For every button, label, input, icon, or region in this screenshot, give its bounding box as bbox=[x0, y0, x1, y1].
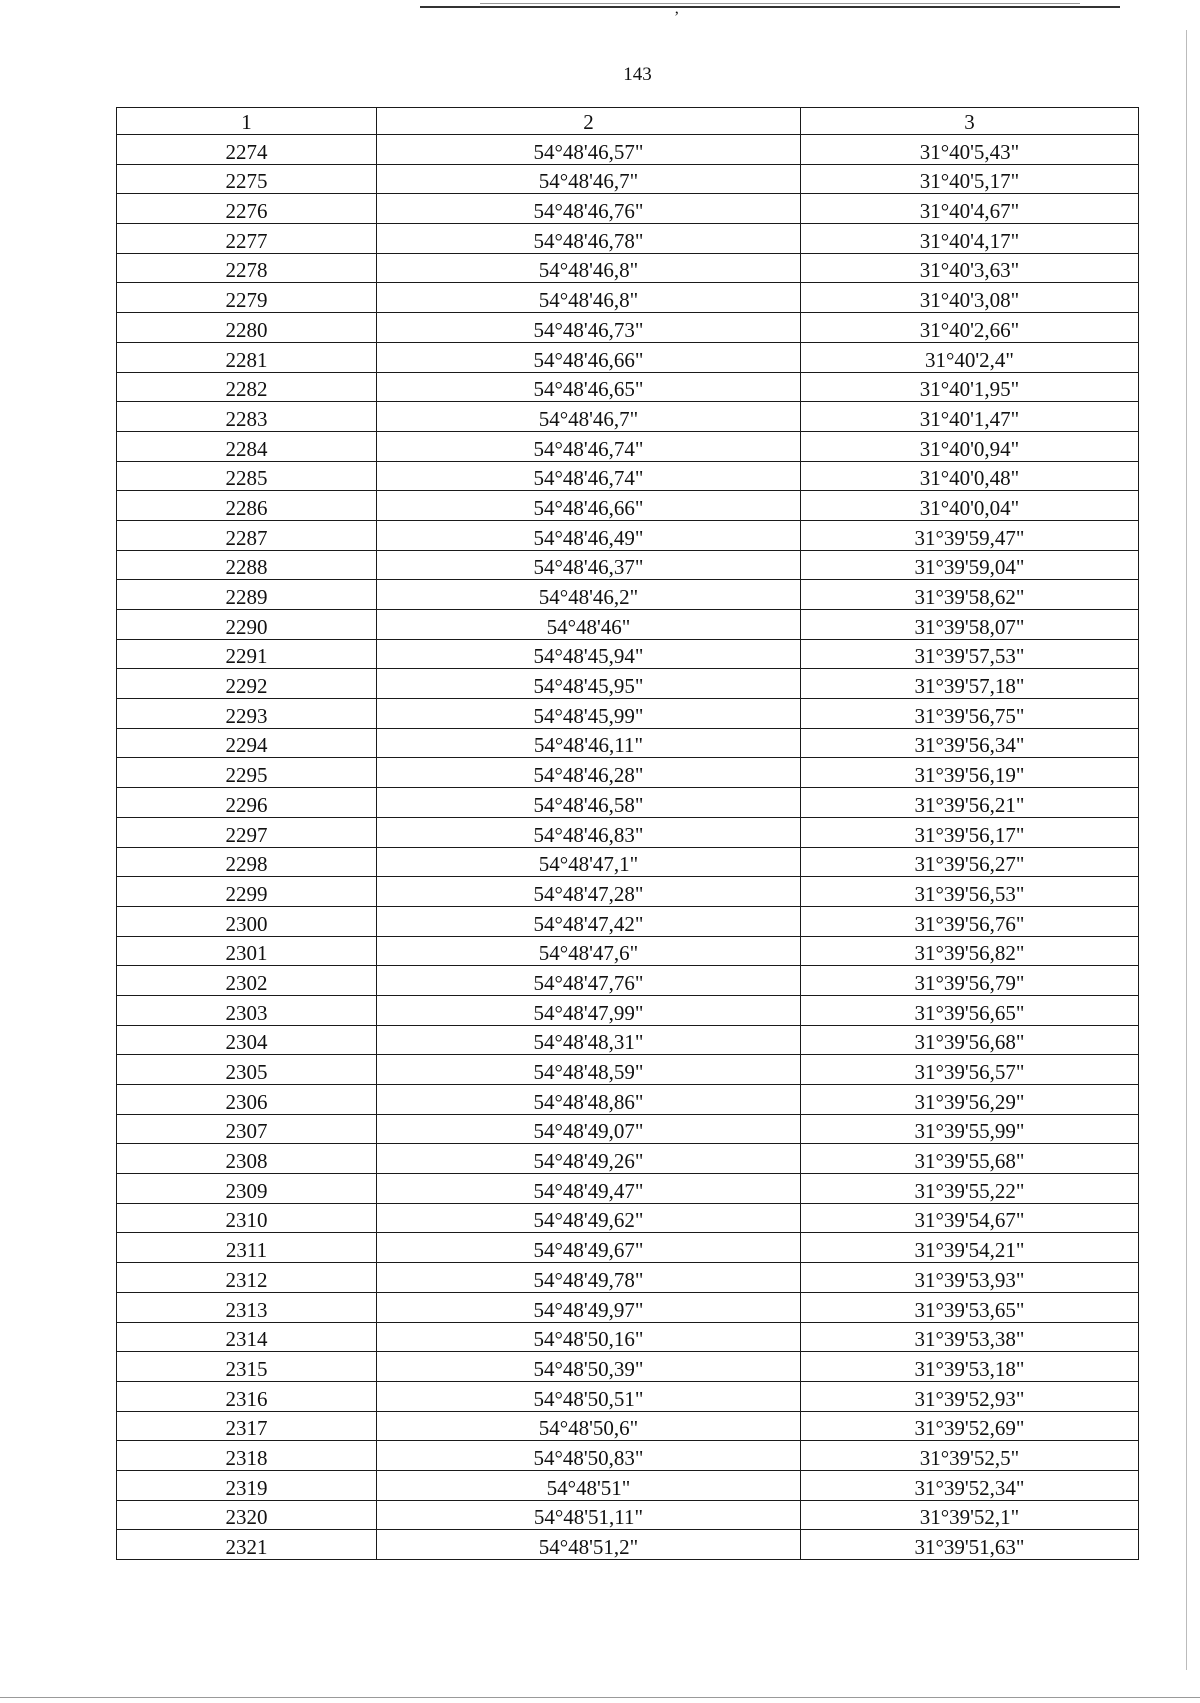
table-row bbox=[117, 580, 1139, 610]
point-number-cell: 2279 bbox=[117, 283, 377, 313]
point-number-cell: 2275 bbox=[117, 164, 377, 194]
point-number-cell: 2299 bbox=[117, 877, 377, 907]
table-row bbox=[117, 1174, 1139, 1204]
table-row bbox=[117, 253, 1139, 283]
longitude-cell: 31°40'2,4" bbox=[801, 342, 1139, 372]
longitude-cell: 31°40'5,43" bbox=[801, 135, 1139, 165]
latitude-cell: 54°48'46,73" bbox=[377, 313, 801, 343]
longitude-cell: 31°39'51,63" bbox=[801, 1530, 1139, 1560]
table-row bbox=[117, 610, 1139, 640]
point-number-cell: 2319 bbox=[117, 1470, 377, 1500]
latitude-cell: 54°48'46,74" bbox=[377, 461, 801, 491]
longitude-cell: 31°39'59,47" bbox=[801, 520, 1139, 550]
table-row bbox=[117, 283, 1139, 313]
latitude-cell: 54°48'47,99" bbox=[377, 995, 801, 1025]
table-row bbox=[117, 1322, 1139, 1352]
latitude-cell: 54°48'47,1" bbox=[377, 847, 801, 877]
scan-artifact-line bbox=[480, 3, 1080, 4]
latitude-cell: 54°48'46,8" bbox=[377, 253, 801, 283]
latitude-cell: 54°48'46,28" bbox=[377, 758, 801, 788]
latitude-cell: 54°48'49,47" bbox=[377, 1174, 801, 1204]
latitude-cell: 54°48'48,59" bbox=[377, 1055, 801, 1085]
latitude-cell: 54°48'49,78" bbox=[377, 1263, 801, 1293]
longitude-cell: 31°39'56,82" bbox=[801, 936, 1139, 966]
table-row bbox=[117, 520, 1139, 550]
longitude-cell: 31°39'56,34" bbox=[801, 728, 1139, 758]
latitude-cell: 54°48'47,28" bbox=[377, 877, 801, 907]
longitude-cell: 31°39'56,53" bbox=[801, 877, 1139, 907]
point-number-cell: 2281 bbox=[117, 342, 377, 372]
table-row bbox=[117, 877, 1139, 907]
table-row bbox=[117, 1500, 1139, 1530]
longitude-cell: 31°40'0,48" bbox=[801, 461, 1139, 491]
longitude-cell: 31°39'56,17" bbox=[801, 817, 1139, 847]
longitude-cell: 31°39'56,65" bbox=[801, 995, 1139, 1025]
point-number-cell: 2284 bbox=[117, 431, 377, 461]
table-row bbox=[117, 788, 1139, 818]
table-row bbox=[117, 936, 1139, 966]
latitude-cell: 54°48'46,37" bbox=[377, 550, 801, 580]
scan-artifact-line bbox=[0, 1697, 1200, 1698]
longitude-cell: 31°39'54,67" bbox=[801, 1203, 1139, 1233]
longitude-cell: 31°39'56,21" bbox=[801, 788, 1139, 818]
latitude-cell: 54°48'48,31" bbox=[377, 1025, 801, 1055]
table-row bbox=[117, 1530, 1139, 1560]
longitude-cell: 31°39'58,62" bbox=[801, 580, 1139, 610]
longitude-cell: 31°39'54,21" bbox=[801, 1233, 1139, 1263]
longitude-cell: 31°39'56,79" bbox=[801, 966, 1139, 996]
longitude-cell: 31°39'53,65" bbox=[801, 1292, 1139, 1322]
point-number-cell: 2276 bbox=[117, 194, 377, 224]
point-number-cell: 2305 bbox=[117, 1055, 377, 1085]
table-row bbox=[117, 135, 1139, 165]
table-row bbox=[117, 847, 1139, 877]
point-number-cell: 2288 bbox=[117, 550, 377, 580]
table-row bbox=[117, 639, 1139, 669]
table-row bbox=[117, 313, 1139, 343]
latitude-cell: 54°48'46,7" bbox=[377, 164, 801, 194]
point-number-cell: 2297 bbox=[117, 817, 377, 847]
point-number-cell: 2292 bbox=[117, 669, 377, 699]
table-row bbox=[117, 431, 1139, 461]
table-row bbox=[117, 461, 1139, 491]
longitude-cell: 31°40'3,63" bbox=[801, 253, 1139, 283]
longitude-cell: 31°39'56,27" bbox=[801, 847, 1139, 877]
point-number-cell: 2301 bbox=[117, 936, 377, 966]
table-body bbox=[117, 135, 1139, 1560]
latitude-cell: 54°48'47,42" bbox=[377, 906, 801, 936]
table-row bbox=[117, 758, 1139, 788]
latitude-cell: 54°48'50,6" bbox=[377, 1411, 801, 1441]
point-number-cell: 2287 bbox=[117, 520, 377, 550]
point-number-cell: 2317 bbox=[117, 1411, 377, 1441]
table-row bbox=[117, 1263, 1139, 1293]
table-row bbox=[117, 1085, 1139, 1115]
latitude-cell: 54°48'47,76" bbox=[377, 966, 801, 996]
table-row bbox=[117, 966, 1139, 996]
table-row bbox=[117, 1055, 1139, 1085]
latitude-cell: 54°48'49,67" bbox=[377, 1233, 801, 1263]
latitude-cell: 54°48'46,11" bbox=[377, 728, 801, 758]
scan-artifact-edge bbox=[1186, 30, 1187, 1670]
point-number-cell: 2300 bbox=[117, 906, 377, 936]
point-number-cell: 2307 bbox=[117, 1114, 377, 1144]
latitude-cell: 54°48'50,16" bbox=[377, 1322, 801, 1352]
column-header-point-number: 1 bbox=[117, 108, 377, 135]
table-row bbox=[117, 995, 1139, 1025]
table-row bbox=[117, 1233, 1139, 1263]
latitude-cell: 54°48'46,78" bbox=[377, 224, 801, 254]
longitude-cell: 31°40'0,04" bbox=[801, 491, 1139, 521]
column-header-latitude: 2 bbox=[377, 108, 801, 135]
point-number-cell: 2311 bbox=[117, 1233, 377, 1263]
table-row bbox=[117, 1441, 1139, 1471]
table-row bbox=[117, 1352, 1139, 1382]
latitude-cell: 54°48'46,8" bbox=[377, 283, 801, 313]
table-row bbox=[117, 550, 1139, 580]
point-number-cell: 2298 bbox=[117, 847, 377, 877]
point-number-cell: 2296 bbox=[117, 788, 377, 818]
longitude-cell: 31°39'56,29" bbox=[801, 1085, 1139, 1115]
table-header-row bbox=[117, 108, 1139, 135]
latitude-cell: 54°48'51,11" bbox=[377, 1500, 801, 1530]
longitude-cell: 31°39'56,76" bbox=[801, 906, 1139, 936]
table-row bbox=[117, 372, 1139, 402]
point-number-cell: 2316 bbox=[117, 1381, 377, 1411]
point-number-cell: 2294 bbox=[117, 728, 377, 758]
latitude-cell: 54°48'47,6" bbox=[377, 936, 801, 966]
table-row bbox=[117, 906, 1139, 936]
table-row bbox=[117, 1114, 1139, 1144]
table-row bbox=[117, 1144, 1139, 1174]
column-header-longitude: 3 bbox=[801, 108, 1139, 135]
point-number-cell: 2306 bbox=[117, 1085, 377, 1115]
latitude-cell: 54°48'46,7" bbox=[377, 402, 801, 432]
table-row bbox=[117, 699, 1139, 729]
latitude-cell: 54°48'46,66" bbox=[377, 491, 801, 521]
point-number-cell: 2278 bbox=[117, 253, 377, 283]
point-number-cell: 2309 bbox=[117, 1174, 377, 1204]
latitude-cell: 54°48'51" bbox=[377, 1470, 801, 1500]
latitude-cell: 54°48'46,66" bbox=[377, 342, 801, 372]
point-number-cell: 2274 bbox=[117, 135, 377, 165]
point-number-cell: 2304 bbox=[117, 1025, 377, 1055]
latitude-cell: 54°48'46,76" bbox=[377, 194, 801, 224]
point-number-cell: 2293 bbox=[117, 699, 377, 729]
latitude-cell: 54°48'49,26" bbox=[377, 1144, 801, 1174]
table-row bbox=[117, 402, 1139, 432]
longitude-cell: 31°39'57,18" bbox=[801, 669, 1139, 699]
longitude-cell: 31°40'4,67" bbox=[801, 194, 1139, 224]
longitude-cell: 31°40'0,94" bbox=[801, 431, 1139, 461]
longitude-cell: 31°39'59,04" bbox=[801, 550, 1139, 580]
point-number-cell: 2318 bbox=[117, 1441, 377, 1471]
longitude-cell: 31°39'55,68" bbox=[801, 1144, 1139, 1174]
longitude-cell: 31°39'56,68" bbox=[801, 1025, 1139, 1055]
point-number-cell: 2313 bbox=[117, 1292, 377, 1322]
point-number-cell: 2277 bbox=[117, 224, 377, 254]
table-row bbox=[117, 491, 1139, 521]
point-number-cell: 2315 bbox=[117, 1352, 377, 1382]
latitude-cell: 54°48'45,95" bbox=[377, 669, 801, 699]
point-number-cell: 2312 bbox=[117, 1263, 377, 1293]
table-row bbox=[117, 1470, 1139, 1500]
point-number-cell: 2308 bbox=[117, 1144, 377, 1174]
point-number-cell: 2290 bbox=[117, 610, 377, 640]
point-number-cell: 2303 bbox=[117, 995, 377, 1025]
point-number-cell: 2289 bbox=[117, 580, 377, 610]
latitude-cell: 54°48'49,62" bbox=[377, 1203, 801, 1233]
latitude-cell: 54°48'48,86" bbox=[377, 1085, 801, 1115]
table-row bbox=[117, 194, 1139, 224]
longitude-cell: 31°39'53,38" bbox=[801, 1322, 1139, 1352]
longitude-cell: 31°40'1,47" bbox=[801, 402, 1139, 432]
scan-mark: ’ bbox=[674, 9, 680, 26]
latitude-cell: 54°48'50,83" bbox=[377, 1441, 801, 1471]
table-row bbox=[117, 224, 1139, 254]
latitude-cell: 54°48'49,07" bbox=[377, 1114, 801, 1144]
latitude-cell: 54°48'49,97" bbox=[377, 1292, 801, 1322]
point-number-cell: 2291 bbox=[117, 639, 377, 669]
table-row bbox=[117, 1025, 1139, 1055]
table-row bbox=[117, 1203, 1139, 1233]
longitude-cell: 31°39'56,57" bbox=[801, 1055, 1139, 1085]
longitude-cell: 31°39'52,5" bbox=[801, 1441, 1139, 1471]
coordinates-table bbox=[116, 107, 1139, 1560]
table-row bbox=[117, 817, 1139, 847]
latitude-cell: 54°48'50,51" bbox=[377, 1381, 801, 1411]
point-number-cell: 2321 bbox=[117, 1530, 377, 1560]
point-number-cell: 2280 bbox=[117, 313, 377, 343]
latitude-cell: 54°48'46,57" bbox=[377, 135, 801, 165]
point-number-cell: 2295 bbox=[117, 758, 377, 788]
longitude-cell: 31°40'3,08" bbox=[801, 283, 1139, 313]
longitude-cell: 31°40'5,17" bbox=[801, 164, 1139, 194]
point-number-cell: 2310 bbox=[117, 1203, 377, 1233]
table-row bbox=[117, 669, 1139, 699]
longitude-cell: 31°39'52,34" bbox=[801, 1470, 1139, 1500]
longitude-cell: 31°39'52,1" bbox=[801, 1500, 1139, 1530]
longitude-cell: 31°40'2,66" bbox=[801, 313, 1139, 343]
latitude-cell: 54°48'46,49" bbox=[377, 520, 801, 550]
latitude-cell: 54°48'51,2" bbox=[377, 1530, 801, 1560]
latitude-cell: 54°48'46,83" bbox=[377, 817, 801, 847]
latitude-cell: 54°48'46,74" bbox=[377, 431, 801, 461]
latitude-cell: 54°48'45,99" bbox=[377, 699, 801, 729]
longitude-cell: 31°39'58,07" bbox=[801, 610, 1139, 640]
table-row bbox=[117, 728, 1139, 758]
longitude-cell: 31°40'4,17" bbox=[801, 224, 1139, 254]
longitude-cell: 31°40'1,95" bbox=[801, 372, 1139, 402]
table-row bbox=[117, 164, 1139, 194]
latitude-cell: 54°48'46,58" bbox=[377, 788, 801, 818]
latitude-cell: 54°48'45,94" bbox=[377, 639, 801, 669]
latitude-cell: 54°48'50,39" bbox=[377, 1352, 801, 1382]
latitude-cell: 54°48'46,2" bbox=[377, 580, 801, 610]
point-number-cell: 2314 bbox=[117, 1322, 377, 1352]
point-number-cell: 2283 bbox=[117, 402, 377, 432]
longitude-cell: 31°39'52,69" bbox=[801, 1411, 1139, 1441]
latitude-cell: 54°48'46,65" bbox=[377, 372, 801, 402]
point-number-cell: 2320 bbox=[117, 1500, 377, 1530]
longitude-cell: 31°39'52,93" bbox=[801, 1381, 1139, 1411]
longitude-cell: 31°39'53,18" bbox=[801, 1352, 1139, 1382]
longitude-cell: 31°39'55,99" bbox=[801, 1114, 1139, 1144]
latitude-cell: 54°48'46" bbox=[377, 610, 801, 640]
longitude-cell: 31°39'56,19" bbox=[801, 758, 1139, 788]
longitude-cell: 31°39'56,75" bbox=[801, 699, 1139, 729]
longitude-cell: 31°39'55,22" bbox=[801, 1174, 1139, 1204]
point-number-cell: 2285 bbox=[117, 461, 377, 491]
point-number-cell: 2282 bbox=[117, 372, 377, 402]
point-number-cell: 2286 bbox=[117, 491, 377, 521]
page-number: 143 bbox=[623, 64, 652, 85]
table-row bbox=[117, 1381, 1139, 1411]
longitude-cell: 31°39'53,93" bbox=[801, 1263, 1139, 1293]
table-row bbox=[117, 1411, 1139, 1441]
scan-artifact-line bbox=[420, 6, 1120, 8]
table-row bbox=[117, 342, 1139, 372]
point-number-cell: 2302 bbox=[117, 966, 377, 996]
table-row bbox=[117, 1292, 1139, 1322]
longitude-cell: 31°39'57,53" bbox=[801, 639, 1139, 669]
